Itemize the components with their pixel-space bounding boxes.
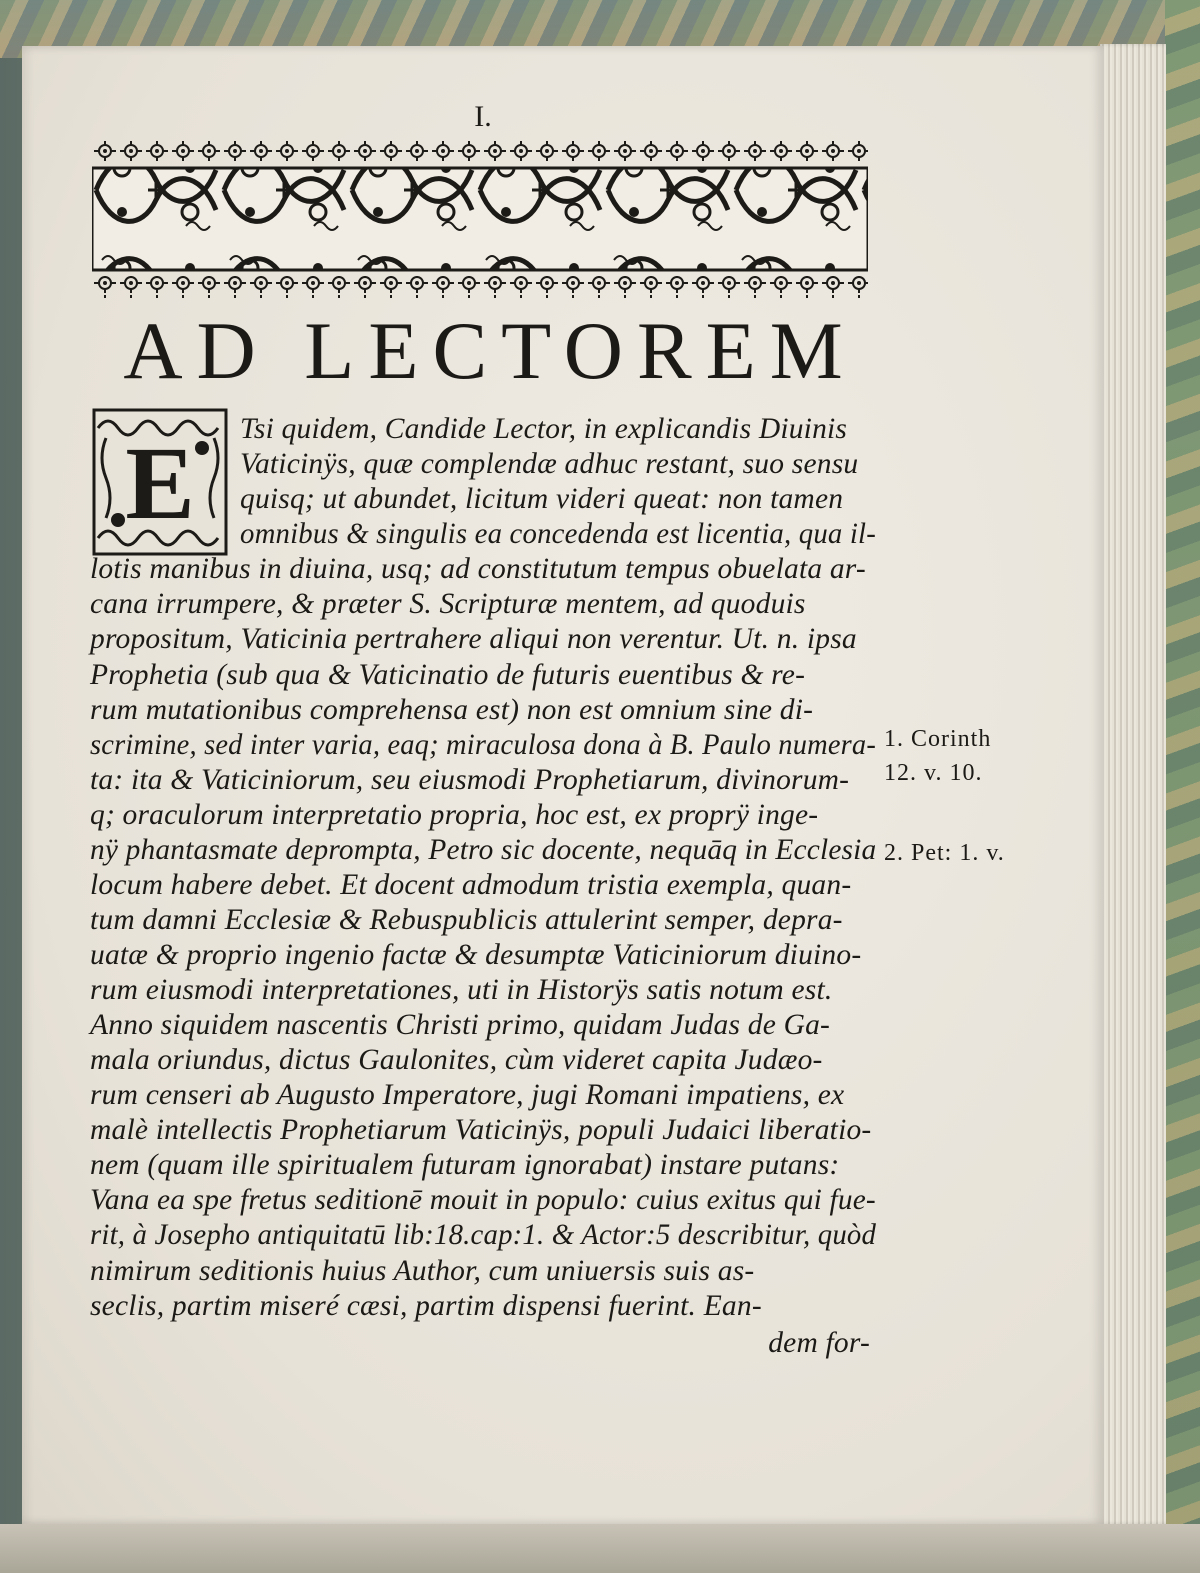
text-line: rum eiusmodi interpretationes, uti in Historÿs satis notum est. (90, 974, 833, 1006)
text-line: lotis manibus in diuina, usq; ad constitutum tempus obuelata ar- (90, 553, 866, 585)
text-line: Tsi quidem, Candide Lector, in explicandis Diuinis (240, 413, 848, 445)
binding-bottom (0, 1524, 1200, 1573)
initial-letter: E (125, 426, 195, 541)
text-line: quisq; ut abundet, licitum videri queat: non tamen (240, 483, 844, 515)
page-folio: I. (474, 100, 492, 133)
text-line: q; oraculorum interpretatio propria, hoc est, ex proprÿ inge- (90, 799, 819, 831)
text-line: nimirum seditionis huius Author, cum uniuersis suis as- (90, 1255, 755, 1287)
text-line: Prophetia (sub qua & Vaticinatio de futuris euentibus & re- (90, 659, 806, 691)
text-line: nÿ phantasmate deprompta, Petro sic docente, nequāq in Ecclesia (90, 834, 877, 866)
headpiece-ornament (92, 140, 868, 298)
text-line: mala oriundus, dictus Gaulonites, cùm videret capita Judæo- (90, 1044, 823, 1076)
text-line: ta: ita & Vaticiniorum, seu eiusmodi Prophetiarum, divinorum- (90, 764, 850, 796)
text-line: rum censeri ab Augusto Imperatore, jugi Romani impatiens, ex (90, 1079, 845, 1111)
text-line: scrimine, sed inter varia, eaq; miraculosa dona à B. Paulo numera- (90, 729, 876, 761)
text-line: seclis, partim miseré cæsi, partim dispensi fuerint. Ean- (90, 1290, 762, 1322)
text-line: uatæ & proprio ingenio factæ & desumptæ Vaticiniorum diuino- (90, 939, 862, 971)
text-line: rit, à Josepho antiquitatū lib:18.cap:1. & Actor:5 describitur, quòd (90, 1219, 877, 1251)
decorated-initial (92, 408, 228, 556)
page-block-edges (1100, 44, 1166, 1524)
text-line: propositum, Vaticinia pertrahere aliqui non verentur. Ut. n. ipsa (90, 623, 857, 655)
text-line: Anno siquidem nascentis Christi primo, quidam Judas de Ga- (90, 1009, 831, 1041)
catchword: dem for- (768, 1327, 870, 1359)
text-line: malè intellectis Prophetiarum Vaticinÿs, populi Judaici liberatio- (90, 1114, 872, 1146)
text-line: nem (quam ille spiritualem futuram ignorabat) instare putans: (90, 1149, 840, 1181)
text-line: Vaticinÿs, quæ complendæ adhuc restant, suo sensu (240, 448, 859, 480)
text-line: Vana ea spe fretus seditionē mouit in populo: cuius exitus qui fue- (90, 1184, 876, 1216)
text-line: omnibus & singulis ea concedenda est licentia, qua il- (240, 518, 877, 550)
text-line: tum damni Ecclesiæ & Rebuspublicis attulerint semper, depra- (90, 904, 843, 936)
margin-note: 1. Corinth (884, 726, 992, 752)
text-line: locum habere debet. Et docent admodum tristia exempla, quan- (90, 869, 852, 901)
text-line: rum mutationibus comprehensa est) non est omnium sine di- (90, 694, 814, 726)
margin-note: 2. Pet: 1. v. (884, 840, 1005, 866)
marbled-board-right (1165, 0, 1200, 1573)
text-line: cana irrumpere, & præter S. Scripturæ mentem, ad quoduis (90, 588, 806, 620)
margin-note: 12. v. 10. (884, 760, 983, 786)
page-title: AD LECTOREM (123, 305, 857, 396)
